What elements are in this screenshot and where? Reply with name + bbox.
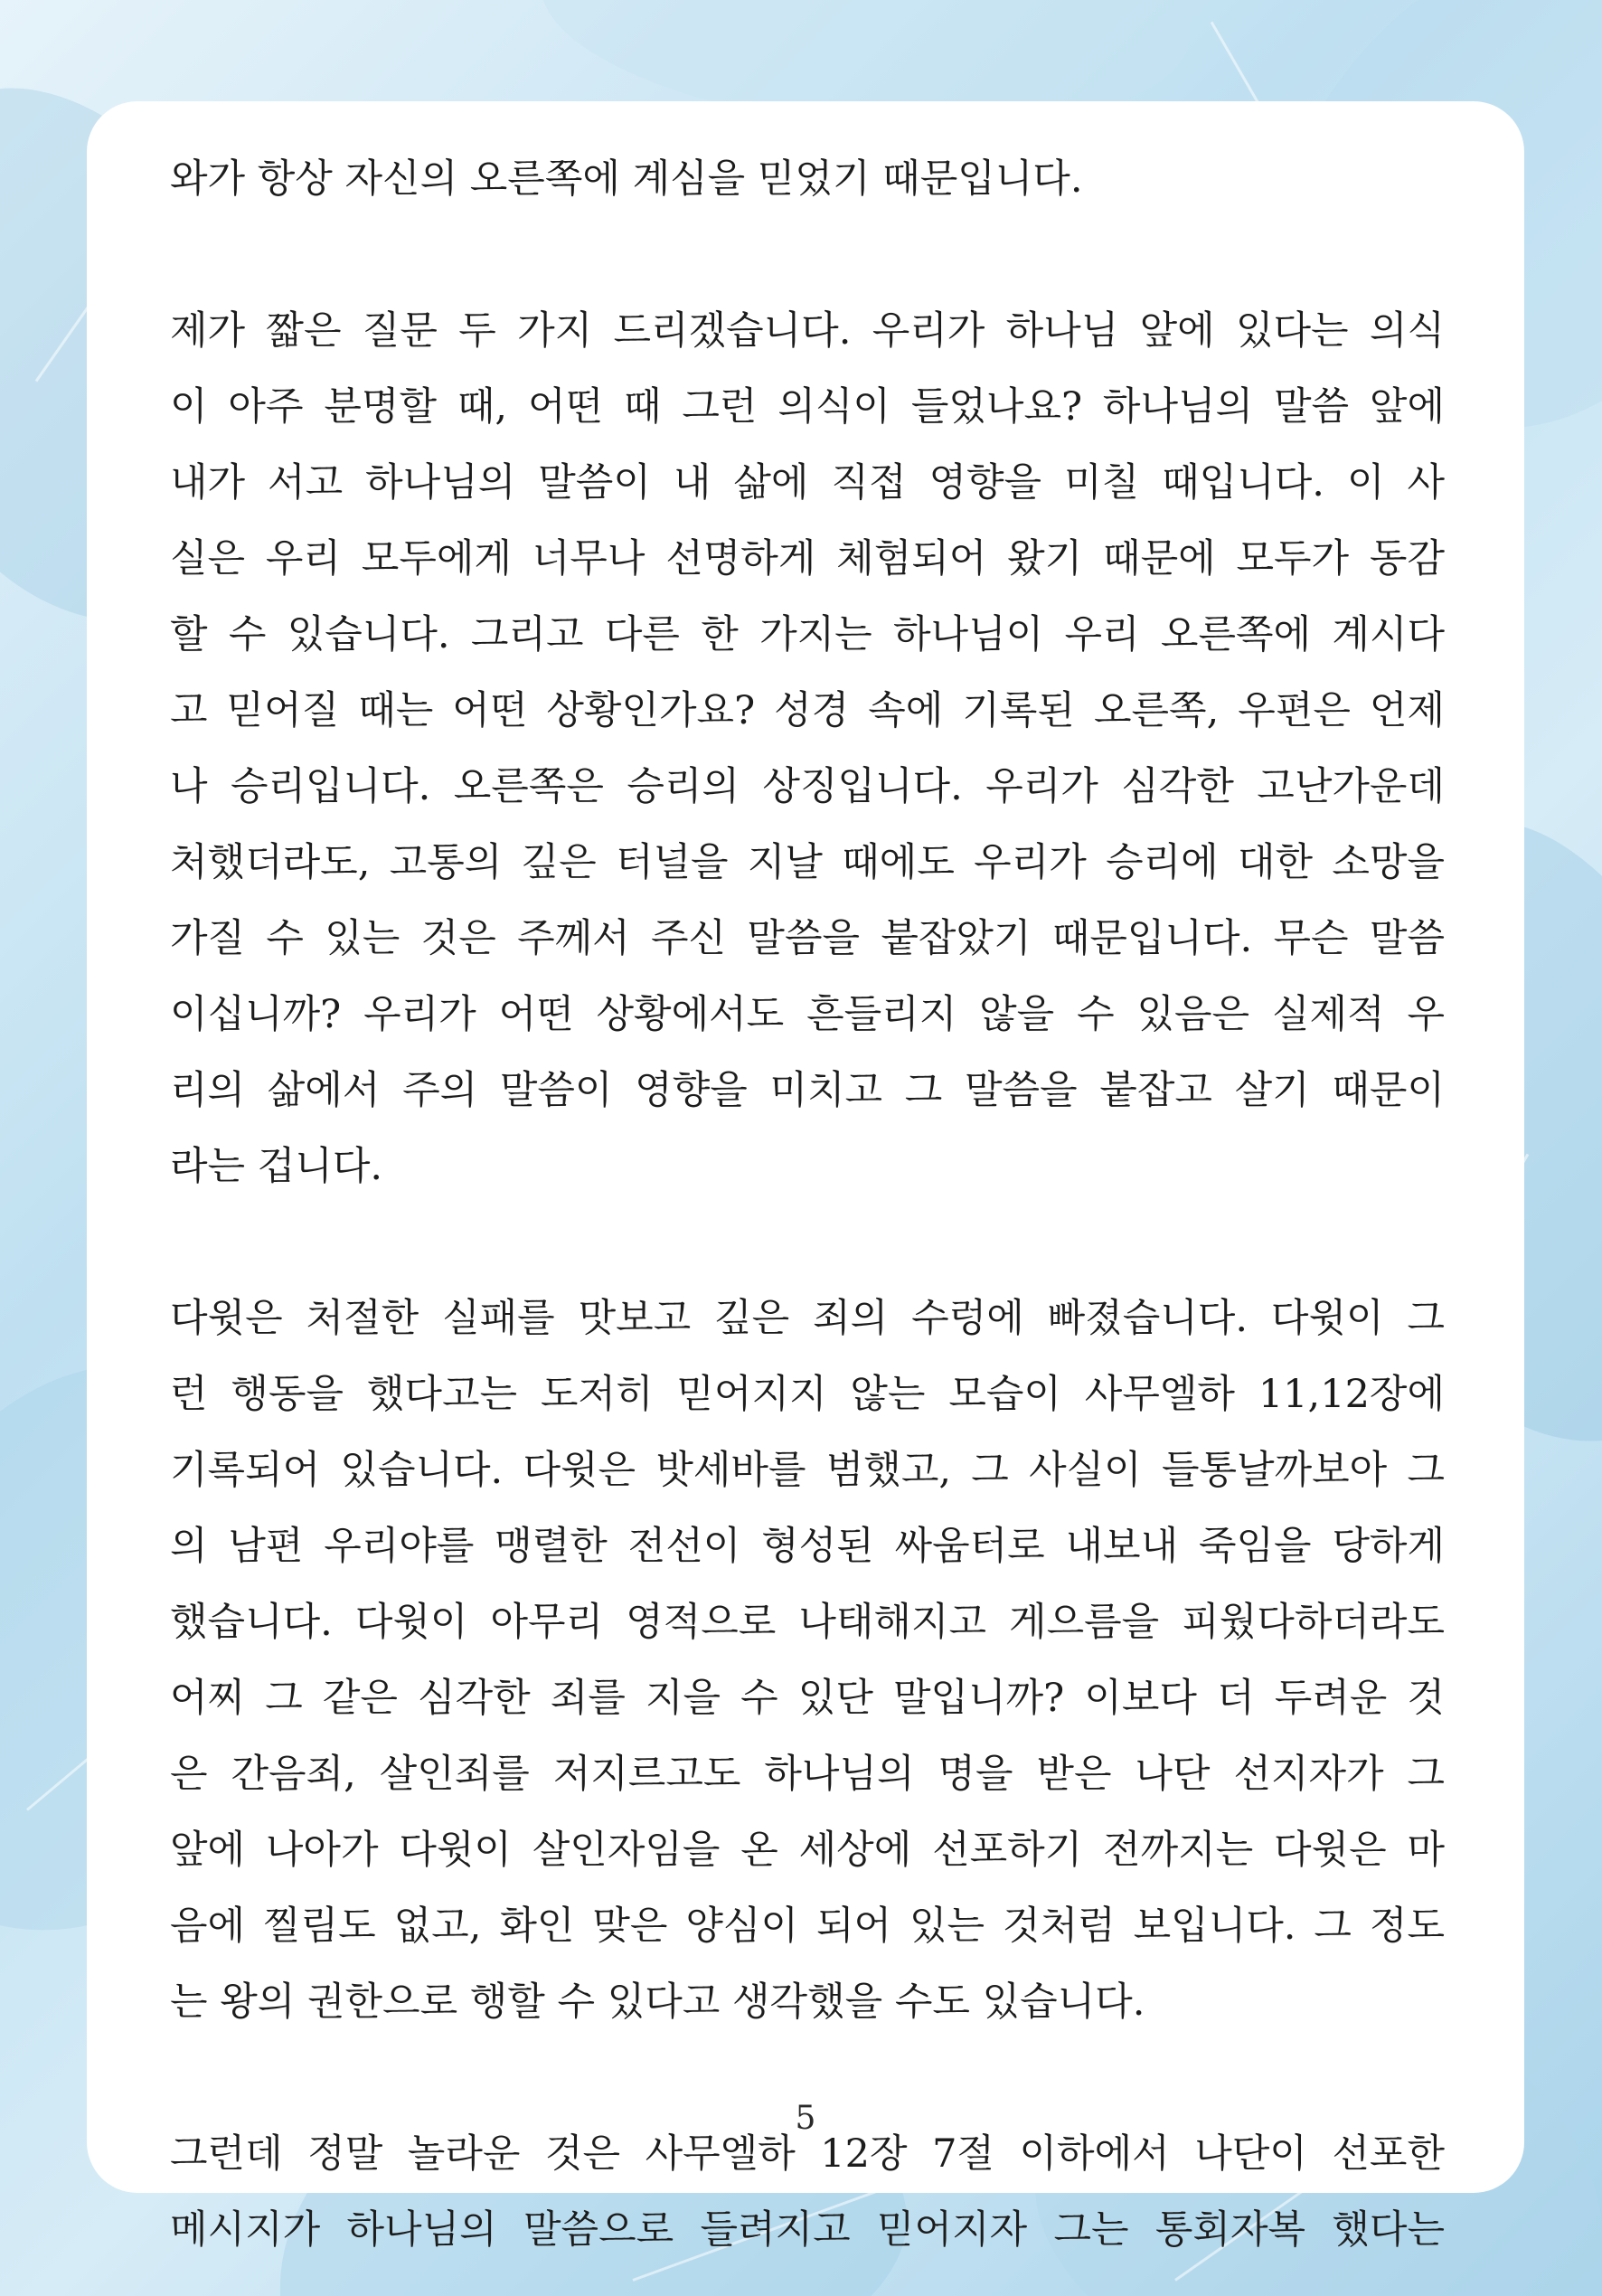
paragraph-gap (170, 217, 1445, 293)
text-line: 그런데 정말 놀라운 것은 사무엘하 12장 7절 이하에서 나단이 선포한 (170, 2131, 1445, 2177)
text-line: 은 간음죄, 살인죄를 저지르고도 하나님의 명을 받은 나단 선지자가 그 (170, 1752, 1445, 1797)
text-line: 와가 항상 자신의 오른쪽에 계심을 믿었기 때문입니다. (170, 156, 1083, 202)
body-text (170, 141, 1445, 2268)
text-line: 의 남편 우리야를 맹렬한 전선이 형성된 싸움터로 내보내 죽임을 당하게 (170, 1524, 1445, 1569)
page-panel (87, 101, 1524, 2253)
text-line: 고 믿어질 때는 어떤 상황인가요? 성경 속에 기록된 오른쪽, 우편은 언제 (170, 688, 1445, 733)
text-line: 실은 우리 모두에게 너무나 선명하게 체험되어 왔기 때문에 모두가 동감 (170, 536, 1445, 581)
text-line: 리의 삶에서 주의 말씀이 영향을 미치고 그 말씀을 붙잡고 살기 때문이 (170, 1068, 1445, 1113)
text-line: 이 아주 분명할 때, 어떤 때 그런 의식이 들었나요? 하나님의 말씀 앞에 (170, 384, 1445, 430)
paragraph-4 (170, 2116, 1445, 2268)
text-line: 처했더라도, 고통의 깊은 터널을 지날 때에도 우리가 승리에 대한 소망을 (170, 840, 1445, 885)
text-line: 메시지가 하나님의 말씀으로 들려지고 믿어지자 그는 통회자복 했다는 (170, 2207, 1445, 2253)
text-line: 제가 짧은 질문 두 가지 드리겠습니다. 우리가 하나님 앞에 있다는 의식 (170, 308, 1445, 354)
text-line: 다윗은 처절한 실패를 맛보고 깊은 죄의 수렁에 빠졌습니다. 다윗이 그 (170, 1296, 1445, 1341)
text-line: 런 행동을 했다고는 도저히 믿어지지 않는 모습이 사무엘하 11,12장에 (170, 1372, 1445, 1417)
paragraph-1 (170, 141, 1445, 217)
text-line: 했습니다. 다윗이 아무리 영적으로 나태해지고 게으름을 피웠다하더라도 (170, 1600, 1445, 1645)
text-line: 라는 겁니다. (170, 1144, 383, 1189)
paragraph-3 (170, 1280, 1445, 2040)
text-line: 기록되어 있습니다. 다윗은 밧세바를 범했고, 그 사실이 들통날까보아 그 (170, 1448, 1445, 1493)
text-line: 할 수 있습니다. 그리고 다른 한 가지는 하나님이 우리 오른쪽에 계시다 (170, 612, 1445, 657)
text-line: 내가 서고 하나님의 말씀이 내 삶에 직접 영향을 미칠 때입니다. 이 사 (170, 460, 1446, 505)
text-line: 이십니까? 우리가 어떤 상황에서도 흔들리지 않을 수 있음은 실제적 우 (170, 992, 1445, 1037)
text-line: 음에 찔림도 없고, 화인 맞은 양심이 되어 있는 것처럼 보입니다. 그 정도 (170, 1904, 1445, 1949)
paragraph-gap (170, 1205, 1445, 1280)
text-line: 앞에 나아가 다윗이 살인자임을 온 세상에 선포하기 전까지는 다윗은 마 (170, 1828, 1445, 1873)
paragraph-2 (170, 293, 1445, 1205)
text-line: 가질 수 있는 것은 주께서 주신 말씀을 붙잡았기 때문입니다. 무슨 말씀 (170, 916, 1445, 961)
text-line: 어찌 그 같은 심각한 죄를 지을 수 있단 말입니까? 이보다 더 두려운 것 (170, 1676, 1445, 1721)
page-number: 5 (795, 2100, 816, 2137)
text-line: 나 승리입니다. 오른쪽은 승리의 상징입니다. 우리가 심각한 고난가운데 (170, 764, 1445, 809)
text-line: 는 왕의 권한으로 행할 수 있다고 생각했을 수도 있습니다. (170, 1979, 1145, 2025)
